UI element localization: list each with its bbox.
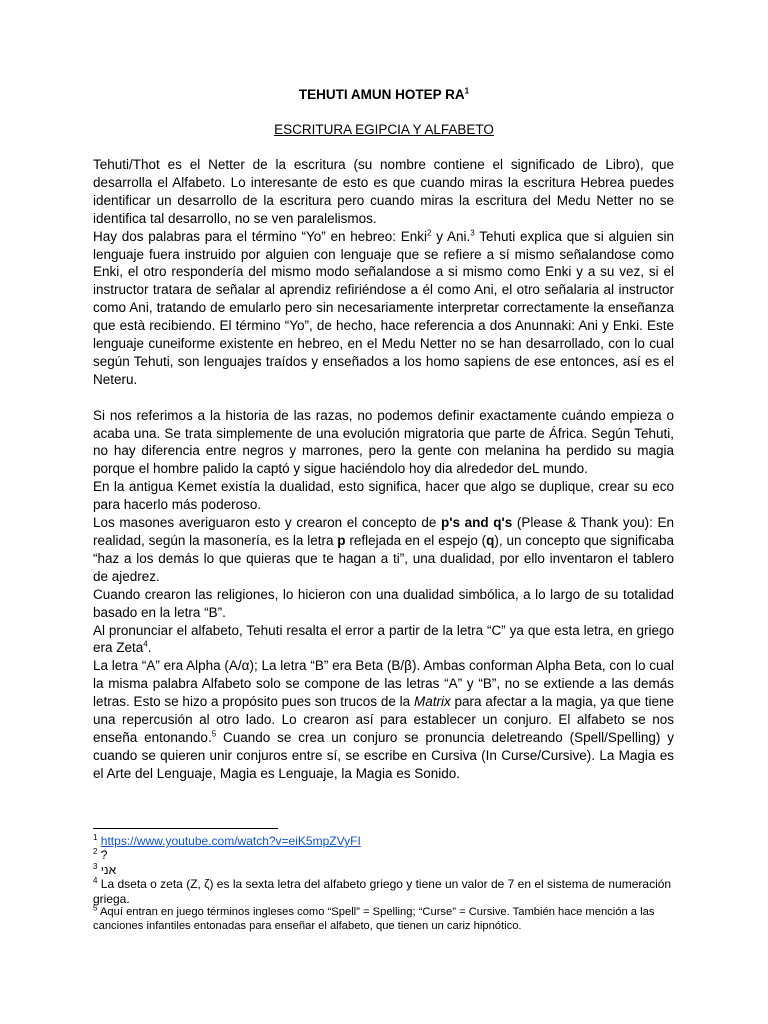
paragraph-7 <box>93 622 674 658</box>
paragraph-4: En la antigua Kemet existía la dualidad, esto significa, hacer que algo se duplique, crear su eco para hacerlo más poderoso. <box>93 479 674 513</box>
footnote-3-text: אני <box>100 862 117 877</box>
p2-text-a: Hay dos palabras para el término “Yo” en hebreo: Enki <box>93 228 428 244</box>
document-body <box>93 156 674 783</box>
footnote-1 <box>93 834 674 848</box>
p5-bold-q: q <box>486 533 495 549</box>
p2-text-b: y Ani. <box>431 228 471 244</box>
footnote-ref-1[interactable]: 1 <box>464 86 470 96</box>
footnote-2-number: 2 <box>93 847 98 857</box>
p5-text-a: Los masones averiguaron esto y crearon el concepto de <box>93 515 441 531</box>
paragraph-5 <box>93 514 674 586</box>
p8-text-a: La letra “A” era Alpha (A/α); La letra “B” era Beta (B/β). Ambas conforman Alpha Beta, con lo cual la misma palabra Alfabeto solo se compone de las letras “A” y “B”, no se extiende a las demás letras. Esto se hizo a propósito pues son trucos de la <box>93 658 674 710</box>
footnote-ref-3[interactable]: 3 <box>470 228 475 238</box>
footnote-5 <box>93 903 674 933</box>
p7-text-b: . <box>147 640 152 656</box>
footnote-4-text: La dseta o zeta (Z, ζ) es la sexta letra del alfabeto griego y tiene un valor de 7 en el sistema de numeración griega. <box>93 877 672 906</box>
paragraph-1: Tehuti/Thot es el Netter de la escritura (su nombre contiene el significado de Libro), que desarrolla el Alfabeto. Lo interesante de esto es que cuando miras la escritura Hebrea puedes identificar un desarrollo de la escritura pero cuando miras la escritura del Medu Netter no se identifica tal desarrollo, no se ven paralelismos. <box>93 157 674 226</box>
p8-italic-matrix: Matrix <box>413 694 451 710</box>
p5-text-d: ), un concepto que significaba “haz a los demás lo que quieras que te hagan a ti”, una dualidad, por ello inventaron el tablero de ajedrez. <box>93 533 674 584</box>
footnote-separator <box>93 828 278 829</box>
document-title <box>0 86 768 104</box>
footnote-3 <box>93 863 674 877</box>
footnote-2-text: ? <box>100 848 108 863</box>
footnote-2 <box>93 848 674 862</box>
p8-text-b: para afectar a la magia, ya que tiene una repercusión al otro lado. Lo crearon así para establecer un conjuro. El alfabeto se nos enseña entonando. <box>93 694 674 745</box>
p5-bold-pq: p's and q's <box>440 515 513 531</box>
p7-text-a: Al pronunciar el alfabeto, Tehuti resalta el error a partir de la letra “C” ya que esta letra, en griego era Zeta <box>93 622 674 656</box>
paragraph-6: Cuando crearon las religiones, lo hicieron con una dualidad simbólica, a lo largo de su totalidad basado en la letra “B”. <box>93 586 674 620</box>
paragraph-3: Si nos referimos a la historia de las razas, no podemos definir exactamente cuándo empieza o acaba una. Se trata simplemente de una evolución migratoria que parte de África. Según Tehuti, no hay diferencia entre negros y marrones, pero la gente con melanina ha perdido su magia porque el hombre palido la captó y sigue haciéndolo hoy dia alrededor deL mundo. <box>93 407 674 477</box>
footnote-ref-4[interactable]: 4 <box>143 639 148 649</box>
footnote-1-number: 1 <box>93 833 98 842</box>
footnote-ref-5[interactable]: 5 <box>211 729 217 739</box>
footnote-4 <box>93 877 674 906</box>
p5-bold-p: p <box>337 533 346 549</box>
p5-text-b: (Please & Thank you): En realidad, según la masonería, es la letra <box>93 515 674 549</box>
footnote-1-link[interactable]: https://www.youtube.com/watch?v=eiK5mpZVyFI <box>100 834 361 848</box>
paragraph-2 <box>93 228 674 389</box>
footnote-ref-2[interactable]: 2 <box>427 228 432 238</box>
p8-text-c: Cuando se crea un conjuro se pronuncia deletreando (Spell/Spelling) y cuando se quieren unir conjuros entre sí, se escribe en Cursiva (In Curse/Cursive). La Magia es el Arte del Lenguaje, Magia es Lenguaje, la Magia es Sonido. <box>93 729 674 781</box>
p5-text-c: reflejada en el espejo ( <box>345 533 487 549</box>
title-text: TEHUTI AMUN HOTEP RA <box>298 87 465 102</box>
p2-text-c: Tehuti explica que si alguien sin lenguaje fuera instruido por alguien con lenguaje que se refiere a sí mismo señalandose como Enki, el otro respondería del mismo modo señalandose a si mismo como Enki y a su vez, si el instructor tratara de señalar al aprendiz refiriéndose a él como Ani, el otro señalaria al instructor como Ani, tratando de emularlo pero sin necesariamente interpretar correctamente la enseñanza que està recibiendo. El término “Yo”, de hecho, hace referencia a dos Anunnaki: Ani y Enki. Este lenguaje cuneiforme existente en hebreo, en el Medu Netter no se han desarrollado, con lo cual según Tehuti, son lenguajes traídos y enseñados a los homo sapiens de ese entonces, así es el Neteru. <box>93 228 674 387</box>
paragraph-8 <box>93 657 674 782</box>
footnote-5-number: 5 <box>93 903 98 913</box>
footnotes <box>93 834 674 933</box>
footnote-3-number: 3 <box>93 861 98 871</box>
document-subtitle: ESCRITURA EGIPCIA Y ALFABETO <box>274 122 494 137</box>
footnote-4-number: 4 <box>93 876 98 886</box>
footnote-5-text: Aquí entran en juego términos ingleses como “Spell” = Spelling; “Curse” = Cursive. También hace mención a las canciones infantiles entonadas para enseñar el alfabeto, que tienen un cariz hipnótico. <box>93 906 655 932</box>
paragraph-spacer <box>93 389 674 407</box>
